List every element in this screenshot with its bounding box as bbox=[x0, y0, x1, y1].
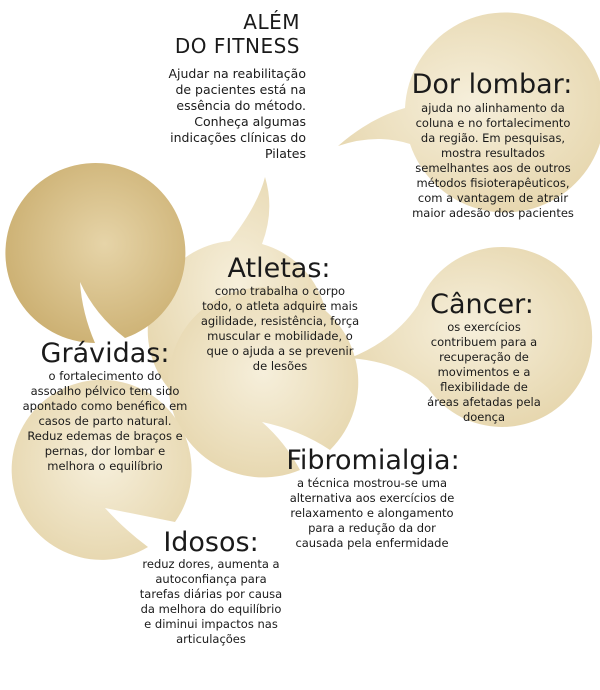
heading-line-2: DO FITNESS bbox=[174, 34, 300, 58]
intro-text: Ajudar na reabilitação de pacientes está na essência do método. Conheça algumas indicações clínicas do Pilates bbox=[168, 66, 306, 161]
bubble-title-gravidas: Grávidas: bbox=[40, 338, 170, 369]
bubble-title-dor-lombar: Dor lombar: bbox=[411, 69, 573, 100]
bubble-text-fibromialgia: a técnica mostrou-se uma alternativa aos exercícios de relaxamento e alongamento para a redução da dor causada pela enfermidade bbox=[289, 476, 455, 550]
bubble-text-cancer: os exercícios contribuem para a recuperação de movimentos e a flexibilidade de áreas afetadas pela doença bbox=[427, 320, 541, 424]
heading-line-1: ALÉM bbox=[243, 10, 300, 34]
bubble-text-atletas: como trabalha o corpo todo, o atleta adquire mais agilidade, resistência, força muscular e mobilidade, o que o ajuda a se prevenir de lesões bbox=[200, 284, 360, 373]
bubble-text-dor-lombar: ajuda no alinhamento da coluna e no fortalecimento da região. Em pesquisas, mostra resultados semelhantes aos de outros métodos fisioterapêuticos, com a vantagem de atrair maior adesão dos pacientes bbox=[412, 101, 574, 220]
bubble-title-idosos: Idosos: bbox=[163, 527, 259, 558]
bubble-gravidas bbox=[5, 163, 185, 343]
bubble-title-cancer: Câncer: bbox=[430, 289, 534, 320]
page-heading bbox=[175, 10, 300, 58]
bubble-title-fibromialgia: Fibromialgia: bbox=[286, 445, 460, 476]
bubble-title-atletas: Atletas: bbox=[227, 253, 331, 284]
bubble-text-gravidas: o fortalecimento do assoalho pélvico tem sido apontado como benéfico em casos de parto natural. Reduz edemas de braços e pernas, dor lombar e melhora o equilíbrio bbox=[22, 369, 188, 473]
bubble-text-idosos: reduz dores, aumenta a autoconfiança para tarefas diárias por causa da melhora do equilíbrio e diminui impactos nas articulações bbox=[139, 557, 283, 646]
